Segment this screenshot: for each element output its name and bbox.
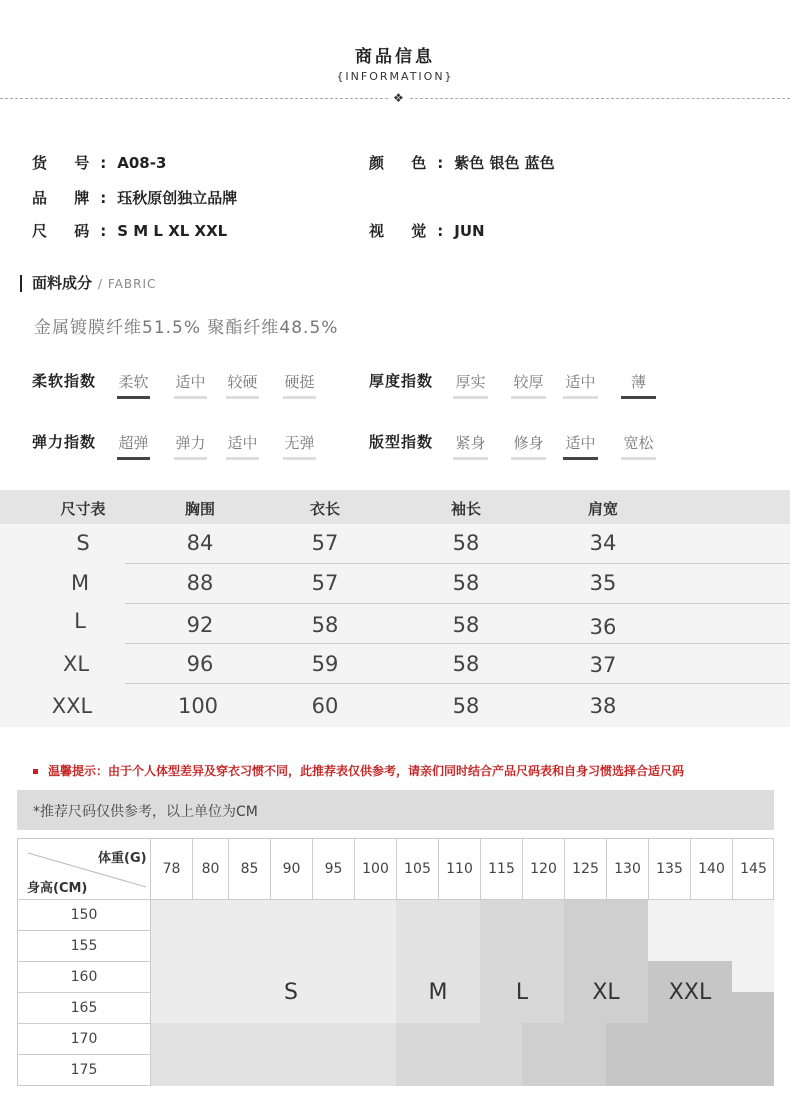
elasticity-option: 弹力 xyxy=(174,432,207,460)
softness-option: 较硬 xyxy=(226,371,259,399)
elasticity-option: 超弹 xyxy=(117,432,150,460)
header-cell: 衣长 xyxy=(309,500,341,518)
height-axis-label: 身高(CM) xyxy=(27,881,88,896)
fabric-title: 面料成分 xyxy=(32,274,93,292)
elasticity-option: 无弹 xyxy=(283,432,316,460)
zone-xl-low xyxy=(522,1023,606,1086)
table-cell: 35 xyxy=(589,571,617,595)
weight-col: 95 xyxy=(312,839,354,899)
bullet-icon xyxy=(33,769,38,774)
header-cell: 肩宽 xyxy=(587,500,619,518)
fabric-composition: 金属镀膜纤维51.5% 聚酯纤维48.5% xyxy=(34,318,339,338)
zone-l-low xyxy=(396,1023,522,1086)
table-cell: 38 xyxy=(589,694,617,718)
table-cell: L xyxy=(74,609,86,633)
table-cell: 58 xyxy=(311,613,339,637)
zone-label-xxl: XXL xyxy=(668,980,712,1005)
table-cell: 59 xyxy=(311,652,339,676)
zone-label-xl: XL xyxy=(592,980,620,1005)
header-cell: 袖长 xyxy=(450,500,482,518)
weight-col: 135 xyxy=(648,839,690,899)
table-cell: 34 xyxy=(589,531,617,555)
header-divider xyxy=(18,899,774,900)
item-no-key: 货 号: xyxy=(32,154,118,172)
table-cell: 60 xyxy=(311,694,339,718)
softness-label: 柔软指数 xyxy=(32,372,97,390)
row-col-divider xyxy=(150,839,151,1086)
zone-m-low xyxy=(150,1023,396,1086)
size-table-header xyxy=(0,490,790,524)
unit-note: *推荐尺码仅供参考，以上单位为CM xyxy=(17,790,774,830)
size-table xyxy=(0,490,790,727)
page-subtitle: {INFORMATION} xyxy=(336,70,454,83)
table-cell: 58 xyxy=(452,571,480,595)
table-cell: 84 xyxy=(186,531,214,555)
fabric-title-en: / FABRIC xyxy=(98,277,157,291)
zone-label-s: S xyxy=(284,980,298,1005)
table-cell: 96 xyxy=(186,652,214,676)
weight-col: 78 xyxy=(150,839,192,899)
table-cell: S xyxy=(76,531,90,555)
size-key: 尺 码: xyxy=(32,222,118,240)
table-cell: 88 xyxy=(186,571,214,595)
softness-option: 柔软 xyxy=(117,371,150,399)
header-cell: 尺寸表 xyxy=(60,500,106,518)
fit-label: 版型指数 xyxy=(369,433,434,451)
brand-key: 品 牌: xyxy=(32,189,118,207)
thickness-option: 厚实 xyxy=(453,371,488,399)
size-row-info xyxy=(32,220,227,241)
zone-label-l: L xyxy=(515,980,529,1005)
table-cell: 37 xyxy=(589,653,617,677)
fit-option: 宽松 xyxy=(621,432,656,460)
thickness-option: 薄 xyxy=(621,371,656,399)
weight-col: 100 xyxy=(354,839,396,899)
table-cell: 92 xyxy=(186,613,214,637)
table-cell: M xyxy=(70,571,90,595)
color-value: 紫色 银色 蓝色 xyxy=(454,154,555,172)
page-title: 商品信息 xyxy=(355,47,435,67)
fit-option: 适中 xyxy=(563,432,598,460)
table-cell: 58 xyxy=(452,613,480,637)
weight-col: 115 xyxy=(480,839,522,899)
divider-right xyxy=(410,98,790,99)
weight-col: 80 xyxy=(192,839,228,899)
item-no-value: A08-3 xyxy=(117,154,167,172)
height-row: 150 xyxy=(18,899,150,930)
weight-col: 120 xyxy=(522,839,564,899)
fit-option: 紧身 xyxy=(453,432,488,460)
elasticity-label: 弹力指数 xyxy=(32,433,97,451)
color-key: 颜 色: xyxy=(369,154,455,172)
elasticity-option: 适中 xyxy=(226,432,259,460)
weight-axis-label: 体重(G) xyxy=(98,851,147,866)
table-row xyxy=(0,564,790,604)
height-row: 155 xyxy=(18,930,150,961)
warm-tip xyxy=(33,762,684,779)
zone-blank xyxy=(732,961,774,992)
size-recommendation-grid xyxy=(17,838,774,1086)
table-row xyxy=(0,604,790,644)
table-cell: 57 xyxy=(311,571,339,595)
table-row xyxy=(0,684,790,724)
table-cell: 58 xyxy=(452,652,480,676)
table-cell: XXL xyxy=(51,694,93,718)
weight-col: 90 xyxy=(270,839,312,899)
weight-col: 125 xyxy=(564,839,606,899)
table-cell: 36 xyxy=(589,615,617,639)
visual-key: 视 觉: xyxy=(369,222,455,240)
zone-blank xyxy=(648,899,774,961)
zone-label-m: M xyxy=(428,980,448,1005)
thickness-option: 较厚 xyxy=(511,371,546,399)
table-row xyxy=(0,524,790,564)
table-cell: 100 xyxy=(177,694,219,718)
size-value: S M L XL XXL xyxy=(117,222,228,240)
brand-row xyxy=(32,187,237,208)
divider-left xyxy=(0,98,388,99)
thickness-option: 适中 xyxy=(563,371,598,399)
table-cell: XL xyxy=(62,652,90,676)
thickness-label: 厚度指数 xyxy=(369,372,434,390)
visual-row xyxy=(369,220,485,241)
header-cell: 胸围 xyxy=(184,500,216,518)
softness-option: 适中 xyxy=(174,371,207,399)
table-cell: 58 xyxy=(452,694,480,718)
table-row xyxy=(0,644,790,684)
color-row xyxy=(369,152,555,173)
fabric-heading xyxy=(20,275,156,292)
height-row: 175 xyxy=(18,1054,150,1085)
fit-option: 修身 xyxy=(511,432,546,460)
zone-xxl-low xyxy=(606,1023,732,1086)
visual-value: JUN xyxy=(454,222,485,240)
zone-xxl-ext xyxy=(732,992,774,1086)
weight-col: 110 xyxy=(438,839,480,899)
weight-col: 105 xyxy=(396,839,438,899)
weight-col: 140 xyxy=(690,839,732,899)
diamond-icon: ❖ xyxy=(393,91,404,105)
table-cell: 57 xyxy=(311,531,339,555)
weight-col: 85 xyxy=(228,839,270,899)
height-row: 165 xyxy=(18,992,150,1023)
table-cell: 58 xyxy=(452,531,480,555)
height-row: 170 xyxy=(18,1023,150,1054)
item-no-row xyxy=(32,152,166,173)
weight-col: 130 xyxy=(606,839,648,899)
warm-tip-text: 温馨提示：由于个人体型差异及穿衣习惯不同，此推荐表仅供参考，请亲们同时结合产品尺码表和自身习惯选择合适尺码 xyxy=(48,764,685,778)
height-row: 160 xyxy=(18,961,150,992)
softness-option: 硬挺 xyxy=(283,371,316,399)
brand-value: 珏秋原创独立品牌 xyxy=(117,189,238,207)
weight-col: 145 xyxy=(732,839,774,899)
